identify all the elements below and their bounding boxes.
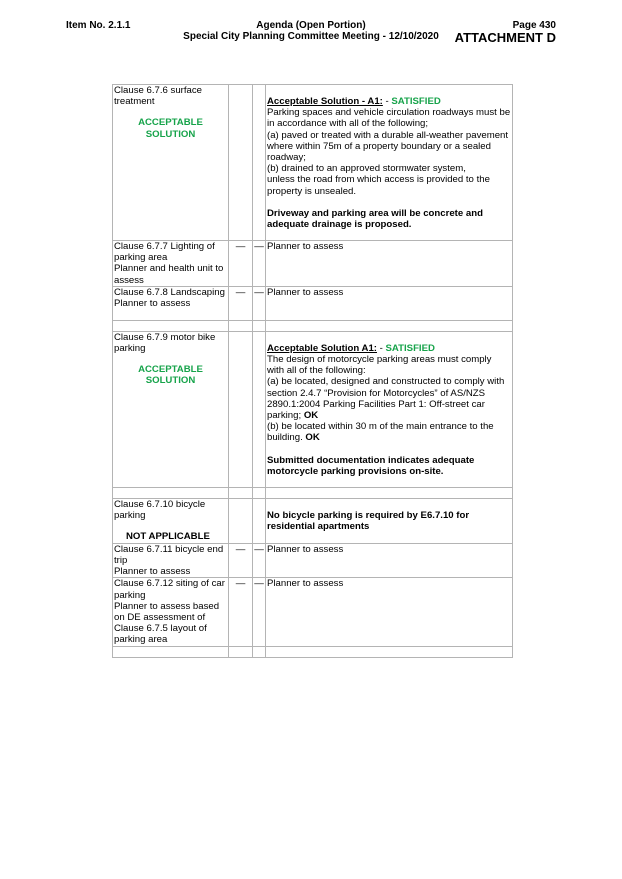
table-row: Clause 6.7.12 siting of car parking Planner to assess based on DE assessment of Clause 6.7.5 layout of parking area — — Planner to assess [113,578,513,646]
comment-cell: Acceptable Solution - A1: - SATISFIED Parking spaces and vehicle circulation roadways must be in accordance with all of the following; (a) paved or treated with a durable all-weather pavement where within 75m of a property boundary or a sealed roadway; (b) drained to an approved stormwater system, unless the road from which access is provided to the property is unsealed. Driveway and parking area will be concrete and adequate drainage is proposed. [266,85,513,241]
clause-text: Clause 6.7.9 motor bike parking [114,331,216,355]
clause-note: Planner to assess [114,566,191,578]
assessment-table [112,84,513,658]
acceptable-solution-heading: Acceptable Solution - A1: - SATISFIED [267,96,441,107]
comment-cell: No bicycle parking is required by E6.7.10 for residential apartments [266,498,513,543]
table-row [113,85,513,241]
clause-note: Planner to assess based on DE assessment of Clause 6.7.5 layout of parking area [114,600,220,646]
clause-text: Clause 6.7.6 surface treatment [114,85,202,108]
clause-cell [113,498,229,543]
table-row: Clause 6.7.7 Lighting of parking area Planner and health unit to assess — — Planner to assess [113,241,513,287]
clause-text: Clause 6.7.7 Lighting of parking area [114,241,215,264]
clause-cell [113,331,229,487]
conclusion-text: Submitted documentation indicates adequate motorcycle parking provisions on-site. [267,454,475,477]
status-badge: ACCEPTABLE SOLUTION [138,117,203,140]
table-row: Clause 6.7.8 Landscaping Planner to assess — — Planner to assess [113,286,513,320]
clause-cell [113,241,229,287]
clause-note: Planner to assess [114,298,191,310]
page-info [455,20,556,45]
comment-cell: Acceptable Solution A1: - SATISFIED The design of motorcycle parking areas must comply with all of the following: (a) be located, designed and constructed to comply with section 2.4.7 “Provision for Motorcycles” of AS/NZS 2890.1:2004 Parking Facilities Part 1: Off-street car parking; OK (b) be located within 30 m of the main entrance to the building. OK Submitted documentation indicates adequate motorcycle parking provisions on-site. [266,331,513,487]
attachment-label: ATTACHMENT D [454,30,556,45]
clause-text: Clause 6.7.8 Landscaping [114,286,225,298]
clause-note: Planner and health unit to assess [114,263,224,286]
status-badge: NOT APPLICABLE [126,531,210,543]
satisfied-label: SATISFIED [385,342,435,354]
conclusion-text: Driveway and parking area will be concrete and adequate drainage is proposed. [267,207,483,231]
clause-cell [113,286,229,320]
clause-text: Clause 6.7.10 bicycle parking [114,498,206,522]
clause-cell [113,85,229,241]
table-row: Clause 6.7.11 bicycle end trip Planner to assess — — Planner to assess [113,543,513,578]
satisfied-label: SATISFIED [391,96,441,107]
comment-cell: Planner to assess [266,286,513,320]
agenda-title: Agenda (Open Portion) [256,20,366,31]
comment-cell: Planner to assess [266,578,513,646]
table-row [113,498,513,543]
status-badge: ACCEPTABLE SOLUTION [138,364,203,387]
acceptable-solution-heading: Acceptable Solution A1: - SATISFIED [267,342,435,354]
table-row [113,331,513,487]
spacer-row [113,487,513,498]
comment-cell: Planner to assess [266,543,513,578]
clause-cell [113,543,229,578]
spacer-row [113,646,513,657]
item-number: Item No. 2.1.1 [66,20,131,31]
page-number: Page 430 [512,20,556,31]
clause-text: Clause 6.7.11 bicycle end trip [114,543,224,567]
comment-cell: Planner to assess [266,241,513,287]
clause-text: Clause 6.7.12 siting of car parking [114,578,225,601]
spacer-row [113,320,513,331]
meeting-title: Special City Planning Committee Meeting - 12/10/2020 [183,31,439,42]
clause-cell [113,578,229,646]
